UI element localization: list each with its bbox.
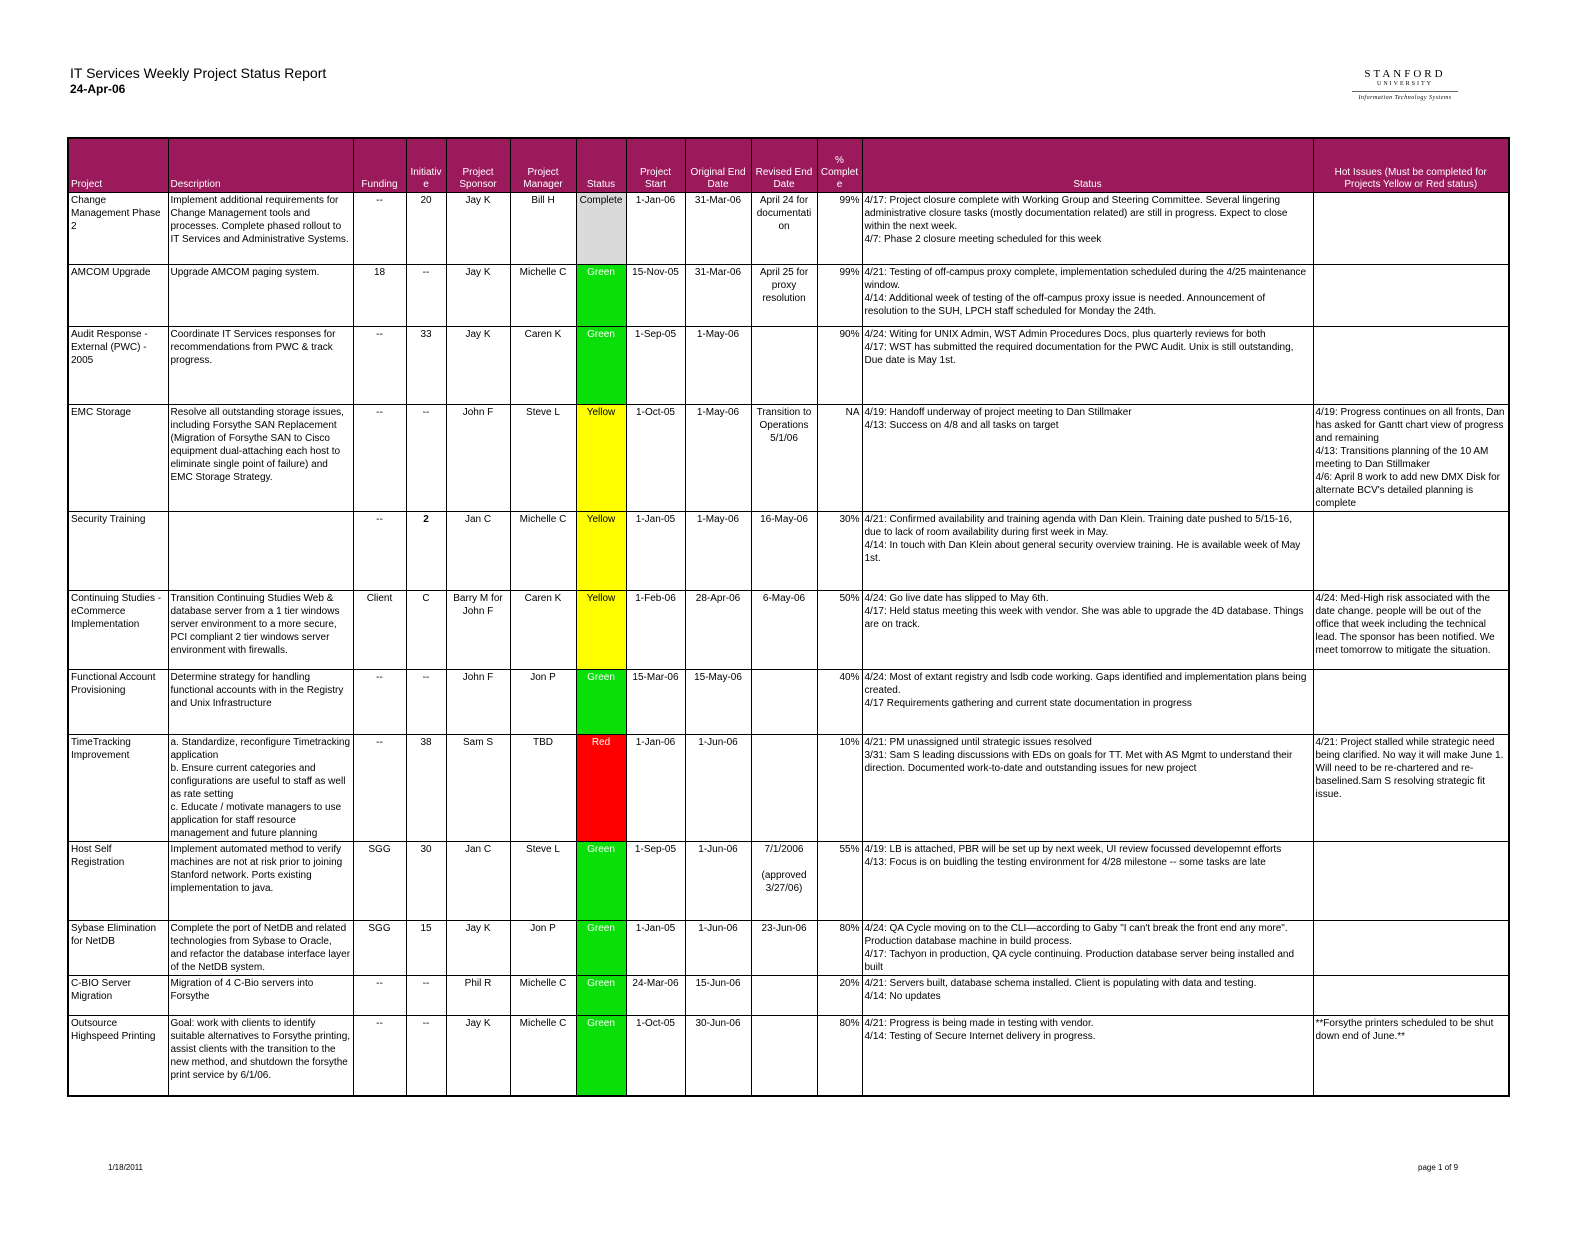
cell-description: Implement automated method to verify machines are not at risk prior to joining Stanford network. Ports existing implementation to java. (168, 842, 353, 921)
cell-orig-end: 15-May-06 (685, 670, 751, 735)
table-row (68, 976, 1509, 1016)
status-badge: Green (576, 1016, 626, 1096)
col-pct-complete: % Complet e (817, 138, 862, 193)
col-status-text: Status (862, 138, 1313, 193)
logo-rule (1352, 91, 1458, 92)
cell-initiative: -- (406, 1016, 446, 1096)
cell-initiative: 20 (406, 193, 446, 265)
table-row (68, 842, 1509, 921)
cell-hot-issues (1313, 842, 1509, 921)
cell-initiative: 30 (406, 842, 446, 921)
cell-sponsor: Jay K (446, 1016, 510, 1096)
table-row (68, 193, 1509, 265)
cell-description: a. Standardize, reconfigure Timetracking application b. Ensure current categories and configurations are useful to staff as well as rate setting c. Educate / motivate managers to use application for staff resource management and future planning (168, 735, 353, 842)
cell-pct-complete: 40% (817, 670, 862, 735)
cell-initiative: 33 (406, 327, 446, 405)
cell-initiative: -- (406, 976, 446, 1016)
cell-pct-complete: 80% (817, 1016, 862, 1096)
cell-status-text: 4/24: Most of extant registry and lsdb code working. Gaps identified and implementation plans being created. 4/17 Requirements gathering and current state documentation in progress (862, 670, 1313, 735)
cell-funding: 18 (353, 265, 406, 327)
cell-hot-issues: 4/21: Project stalled while strategic need being clarified. No way it will make June 1. Will need to be re-chartered and re-baselined.Sam S resolving strategic fit issue. (1313, 735, 1509, 842)
cell-hot-issues: 4/19: Progress continues on all fronts, Dan has asked for Gantt chart view of progress and remaining 4/13: Transitions planning of the 10 AM meeting to Dan Stillmaker 4/6: April 8 work to add new DMX Disk for alternate BCV's detailed planning is complete (1313, 405, 1509, 512)
cell-start: 1-Jan-06 (626, 193, 685, 265)
cell-funding: -- (353, 670, 406, 735)
cell-orig-end: 31-Mar-06 (685, 193, 751, 265)
cell-pct-complete: 80% (817, 921, 862, 976)
cell-initiative: 38 (406, 735, 446, 842)
table-header-row (68, 138, 1509, 193)
cell-start: 1-Jan-06 (626, 735, 685, 842)
cell-project: Continuing Studies - eCommerce Implementation (68, 591, 168, 670)
col-funding: Funding (353, 138, 406, 193)
cell-manager: Jon P (510, 670, 576, 735)
cell-description: Complete the port of NetDB and related technologies from Sybase to Oracle, and refactor the database interface layer of the NetDB system. (168, 921, 353, 976)
status-badge: Yellow (576, 405, 626, 512)
status-badge: Green (576, 265, 626, 327)
status-badge: Red (576, 735, 626, 842)
col-revised-end: Revised End Date (751, 138, 817, 193)
cell-funding: -- (353, 193, 406, 265)
cell-hot-issues (1313, 193, 1509, 265)
cell-sponsor: Jay K (446, 327, 510, 405)
cell-hot-issues: **Forsythe printers scheduled to be shut down end of June.** (1313, 1016, 1509, 1096)
cell-description: Migration of 4 C-Bio servers into Forsythe (168, 976, 353, 1016)
cell-pct-complete: 90% (817, 327, 862, 405)
cell-manager: Steve L (510, 405, 576, 512)
cell-status-text: 4/24: Go live date has slipped to May 6th. 4/17: Held status meeting this week with vendor. She was able to upgrade the 4D database. Things are on track. (862, 591, 1313, 670)
cell-funding: SGG (353, 842, 406, 921)
cell-description (168, 512, 353, 591)
cell-orig-end: 1-Jun-06 (685, 842, 751, 921)
cell-funding: -- (353, 327, 406, 405)
cell-orig-end: 1-Jun-06 (685, 921, 751, 976)
cell-status-text: 4/24: Witing for UNIX Admin, WST Admin Procedures Docs, plus quarterly reviews for both 4/17: WST has submitted the required documentation for the PWC Audit. Unix is still outstanding, Due date is May 1st. (862, 327, 1313, 405)
cell-revised-end (751, 670, 817, 735)
cell-manager: Jon P (510, 921, 576, 976)
cell-project: Sybase Elimination for NetDB (68, 921, 168, 976)
table-row (68, 265, 1509, 327)
cell-revised-end: 7/1/2006 (approved 3/27/06) (751, 842, 817, 921)
cell-manager: Caren K (510, 327, 576, 405)
table-row (68, 670, 1509, 735)
status-badge: Yellow (576, 591, 626, 670)
col-sponsor: Project Sponsor (446, 138, 510, 193)
col-orig-end: Original End Date (685, 138, 751, 193)
table-row (68, 735, 1509, 842)
col-status: Status (576, 138, 626, 193)
cell-start: 1-Jan-05 (626, 512, 685, 591)
col-initiative: Initiativ e (406, 138, 446, 193)
cell-manager: Michelle C (510, 512, 576, 591)
cell-description: Upgrade AMCOM paging system. (168, 265, 353, 327)
cell-description: Resolve all outstanding storage issues, including Forsythe SAN Replacement (Migration of Forsythe SAN to Cisco equipment dual-attaching each host to eliminate single point of failure) and EMC Storage Strategy. (168, 405, 353, 512)
cell-start: 1-Oct-05 (626, 405, 685, 512)
cell-orig-end: 28-Apr-06 (685, 591, 751, 670)
cell-start: 1-Jan-05 (626, 921, 685, 976)
status-badge: Yellow (576, 512, 626, 591)
cell-hot-issues (1313, 327, 1509, 405)
cell-pct-complete: 20% (817, 976, 862, 1016)
table-row (68, 405, 1509, 512)
cell-funding: -- (353, 976, 406, 1016)
cell-pct-complete: NA (817, 405, 862, 512)
cell-revised-end: Transition to Operations 5/1/06 (751, 405, 817, 512)
cell-project: C-BIO Server Migration (68, 976, 168, 1016)
cell-sponsor: Jan C (446, 512, 510, 591)
cell-start: 15-Nov-05 (626, 265, 685, 327)
cell-start: 1-Sep-05 (626, 842, 685, 921)
cell-status-text: 4/21: Confirmed availability and training agenda with Dan Klein. Training date pushed to 5/15-16, due to lack of room availability during first week in May. 4/14: In touch with Dan Klein about general security overview training. He is available week of May 1st. (862, 512, 1313, 591)
cell-description: Transition Continuing Studies Web & database server from a 1 tier windows server environment to a more secure, PCI compliant 2 tier windows server environment with firewalls. (168, 591, 353, 670)
cell-project: TimeTracking Improvement (68, 735, 168, 842)
cell-sponsor: Jay K (446, 193, 510, 265)
cell-status-text: 4/21: Testing of off-campus proxy complete, implementation scheduled during the 4/25 maintenance window. 4/14: Additional week of testing of the off-campus proxy issue is needed. Announcement of resolution to the SUH, LPCH staff scheduled for Monday the 24th. (862, 265, 1313, 327)
cell-initiative: C (406, 591, 446, 670)
cell-sponsor: John F (446, 405, 510, 512)
cell-revised-end: 23-Jun-06 (751, 921, 817, 976)
footer-date: 1/18/2011 (108, 1163, 143, 1172)
cell-pct-complete: 30% (817, 512, 862, 591)
table-row (68, 512, 1509, 591)
cell-orig-end: 31-Mar-06 (685, 265, 751, 327)
cell-initiative: 15 (406, 921, 446, 976)
cell-funding: SGG (353, 921, 406, 976)
cell-pct-complete: 99% (817, 193, 862, 265)
cell-description: Coordinate IT Services responses for recommendations from PWC & track progress. (168, 327, 353, 405)
cell-start: 1-Feb-06 (626, 591, 685, 670)
cell-hot-issues (1313, 265, 1509, 327)
cell-status-text: 4/19: Handoff underway of project meeting to Dan Stillmaker 4/13: Success on 4/8 and all tasks on target (862, 405, 1313, 512)
cell-funding: -- (353, 512, 406, 591)
cell-sponsor: Phil R (446, 976, 510, 1016)
cell-status-text: 4/17: Project closure complete with Working Group and Steering Committee. Several lingering administrative closure tasks (mostly documentation related) are still in progress. Expect to close within the next week. 4/7: Phase 2 closure meeting scheduled for this week (862, 193, 1313, 265)
cell-start: 1-Sep-05 (626, 327, 685, 405)
cell-revised-end: 6-May-06 (751, 591, 817, 670)
cell-sponsor: Jan C (446, 842, 510, 921)
col-start: Project Start (626, 138, 685, 193)
cell-start: 15-Mar-06 (626, 670, 685, 735)
cell-initiative: -- (406, 405, 446, 512)
cell-manager: TBD (510, 735, 576, 842)
cell-sponsor: Jay K (446, 265, 510, 327)
report-date: 24-Apr-06 (70, 82, 126, 96)
cell-description: Goal: work with clients to identify suitable alternatives to Forsythe printing, assist clients with the transition to the new method, and shutdown the forsythe print service by 6/1/06. (168, 1016, 353, 1096)
cell-funding: Client (353, 591, 406, 670)
logo-line2: UNIVERSITY (1377, 81, 1433, 87)
table-row (68, 591, 1509, 670)
cell-orig-end: 1-May-06 (685, 327, 751, 405)
cell-sponsor: Sam S (446, 735, 510, 842)
cell-orig-end: 15-Jun-06 (685, 976, 751, 1016)
status-badge: Green (576, 976, 626, 1016)
col-project: Project (68, 138, 168, 193)
cell-orig-end: 30-Jun-06 (685, 1016, 751, 1096)
cell-revised-end (751, 735, 817, 842)
col-manager: Project Manager (510, 138, 576, 193)
cell-pct-complete: 10% (817, 735, 862, 842)
status-badge: Green (576, 842, 626, 921)
cell-manager: Steve L (510, 842, 576, 921)
cell-status-text: 4/19: LB is attached, PBR will be set up by next week, UI review focussed developemnt efforts 4/13: Focus is on buidling the testing environment for 4/28 milestone -- some tasks are late (862, 842, 1313, 921)
cell-revised-end: April 25 for proxy resolution (751, 265, 817, 327)
cell-initiative: 2 (406, 512, 446, 591)
cell-hot-issues (1313, 976, 1509, 1016)
cell-revised-end: 16-May-06 (751, 512, 817, 591)
cell-project: Host Self Registration (68, 842, 168, 921)
cell-revised-end (751, 327, 817, 405)
status-table (67, 137, 1510, 1097)
cell-funding: -- (353, 405, 406, 512)
cell-start: 1-Oct-05 (626, 1016, 685, 1096)
cell-hot-issues (1313, 670, 1509, 735)
cell-revised-end: April 24 for documentati on (751, 193, 817, 265)
cell-funding: -- (353, 1016, 406, 1096)
report-title: IT Services Weekly Project Status Report (70, 65, 327, 81)
cell-status-text: 4/24: QA Cycle moving on to the CLI—according to Gaby "I can't break the front end any more". Production database machine in build process. 4/17: Tachyon in production, QA cycle continuing. Production database server being installed and built (862, 921, 1313, 976)
cell-hot-issues (1313, 921, 1509, 976)
cell-description: Determine strategy for handling functional accounts with in the Registry and Unix Infrastructure (168, 670, 353, 735)
cell-manager: Michelle C (510, 976, 576, 1016)
cell-pct-complete: 55% (817, 842, 862, 921)
cell-status-text: 4/21: Progress is being made in testing with vendor. 4/14: Testing of Secure Internet delivery in progress. (862, 1016, 1313, 1096)
status-badge: Complete (576, 193, 626, 265)
stanford-logo (1340, 68, 1470, 101)
cell-status-text: 4/21: PM unassigned until strategic issues resolved 3/31: Sam S leading discussions with EDs on goals for TT. Met with AS Mgmt to understand their direction. Documented work-to-date and outstanding issues for new project (862, 735, 1313, 842)
cell-pct-complete: 99% (817, 265, 862, 327)
logo-line3: Information Technology Systems (1358, 95, 1452, 101)
cell-project: AMCOM Upgrade (68, 265, 168, 327)
cell-orig-end: 1-May-06 (685, 405, 751, 512)
cell-orig-end: 1-May-06 (685, 512, 751, 591)
cell-hot-issues: 4/24: Med-High risk associated with the date change. people will be out of the office that week including the technical lead. The sponsor has been notified. We meet tomorrow to mitigate the situation. (1313, 591, 1509, 670)
cell-project: Outsource Highspeed Printing (68, 1016, 168, 1096)
cell-initiative: -- (406, 265, 446, 327)
logo-line1: STANFORD (1364, 68, 1446, 80)
table-row (68, 921, 1509, 976)
cell-revised-end (751, 976, 817, 1016)
cell-sponsor: Barry M for John F (446, 591, 510, 670)
cell-manager: Bill H (510, 193, 576, 265)
cell-project: Change Management Phase 2 (68, 193, 168, 265)
table-row (68, 327, 1509, 405)
cell-revised-end (751, 1016, 817, 1096)
cell-sponsor: John F (446, 670, 510, 735)
cell-manager: Michelle C (510, 265, 576, 327)
cell-project: Audit Response - External (PWC) - 2005 (68, 327, 168, 405)
cell-project: Security Training (68, 512, 168, 591)
cell-manager: Michelle C (510, 1016, 576, 1096)
col-hot-issues: Hot Issues (Must be completed for Projects Yellow or Red status) (1313, 138, 1509, 193)
cell-pct-complete: 50% (817, 591, 862, 670)
cell-hot-issues (1313, 512, 1509, 591)
cell-description: Implement additional requirements for Change Management tools and processes. Complete phased rollout to IT Services and Administrative Systems. (168, 193, 353, 265)
footer-page-number: page 1 of 9 (1418, 1163, 1459, 1172)
cell-project: EMC Storage (68, 405, 168, 512)
status-badge: Green (576, 921, 626, 976)
col-description: Description (168, 138, 353, 193)
cell-orig-end: 1-Jun-06 (685, 735, 751, 842)
cell-initiative: -- (406, 670, 446, 735)
cell-sponsor: Jay K (446, 921, 510, 976)
status-badge: Green (576, 327, 626, 405)
cell-project: Functional Account Provisioning (68, 670, 168, 735)
cell-funding: -- (353, 735, 406, 842)
table-row (68, 1016, 1509, 1096)
status-badge: Green (576, 670, 626, 735)
cell-manager: Caren K (510, 591, 576, 670)
cell-start: 24-Mar-06 (626, 976, 685, 1016)
cell-status-text: 4/21: Servers built, database schema installed. Client is populating with data and testing. 4/14: No updates (862, 976, 1313, 1016)
